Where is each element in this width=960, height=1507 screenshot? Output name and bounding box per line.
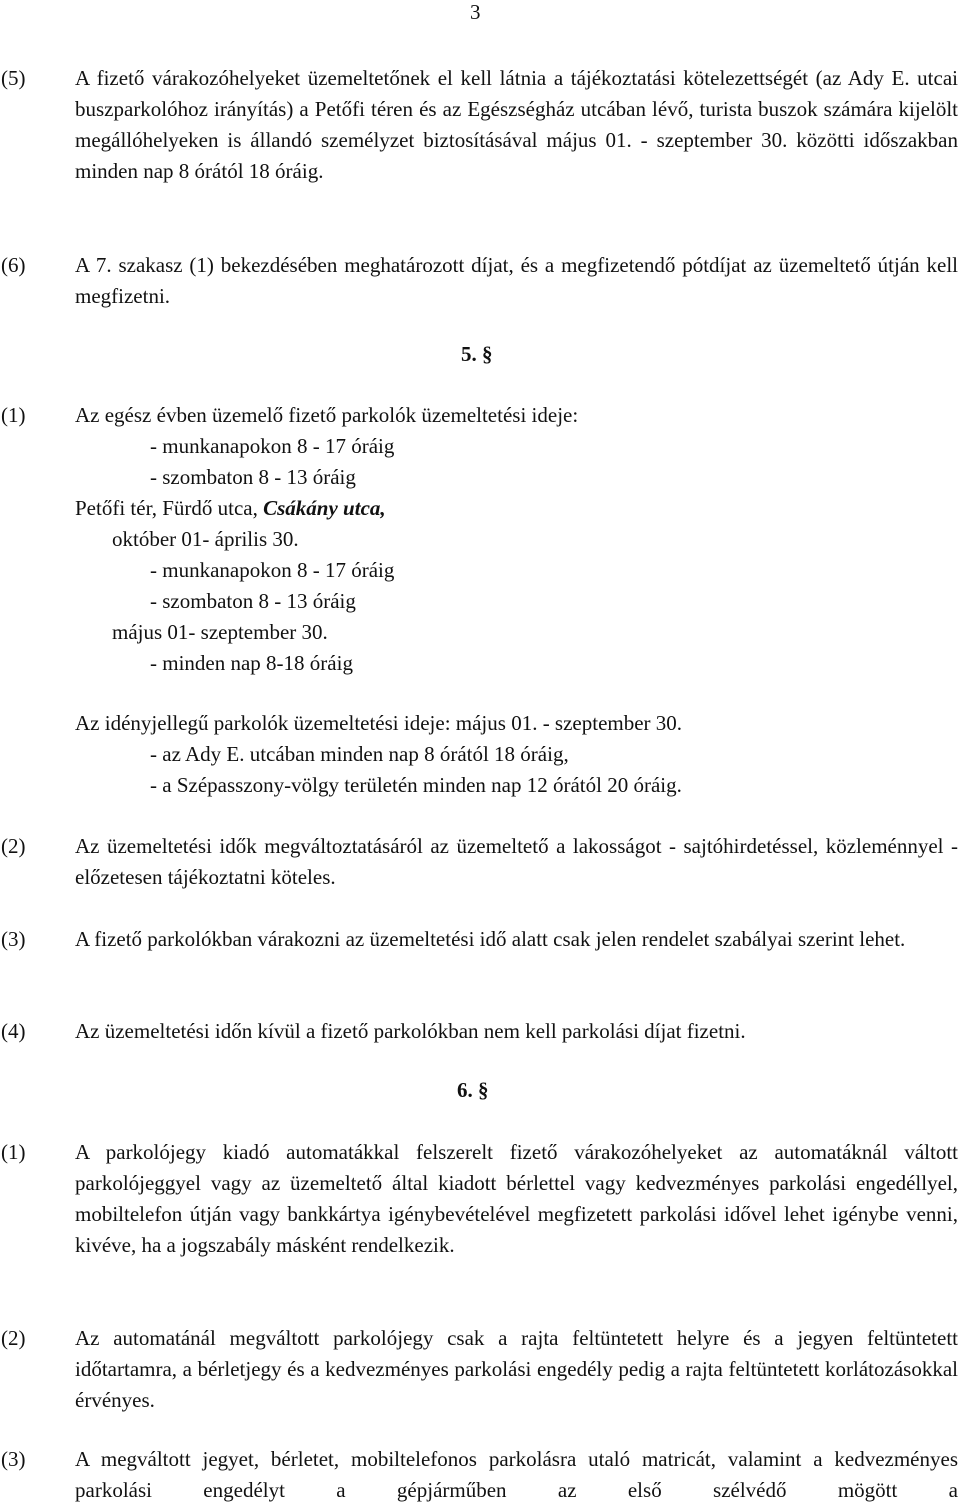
schedule-line: - szombaton 8 - 13 óráig [150,589,356,613]
operating-hours-intro: Az egész évben üzemelő fizető parkolók üzemeltetési ideje: [75,403,579,427]
places-emphasis: Csákány utca, [263,496,386,520]
paragraph-text: A fizető várakozóhelyeket üzemeltetőnek el kell látnia a tájékoztatási kötelezettségét (az Ady E. utcai buszparkolóhoz irányítás) a Petőfi téren és az Egészségház utcában lévő, turista buszok számára kijelölt megállóhelyeken is állandó személyzet biztosításával május 01. - szeptember 30. közötti időszakban minden nap 8 órától 18 óráig. [75,66,958,183]
paragraph-text: A 7. szakasz (1) bekezdésében meghatározott díjat, és a megfizetendő pótdíjat az üzemeltető útján kell megfizetni. [75,253,958,308]
schedule-line: - munkanapokon 8 - 17 óráig [150,558,395,582]
paragraph-text: Az automatánál megváltott parkolójegy csak a rajta feltüntetett helyre és a jegyen feltüntetett időtartamra, a bérletjegy és a kedvezményes parkolási engedély pedig a rajta feltüntetett korlátozásokkal érvényes. [75,1326,958,1412]
paragraph-text: Az üzemeltetési idők megváltoztatásáról az üzemeltető a lakosságot - sajtóhirdetéssel, közleménnyel - előzetesen tájékoztatni köteles. [75,834,958,889]
paragraph-number: (2) [1,1326,26,1350]
period-line: május 01- szeptember 30. [112,620,328,644]
schedule-line: - minden nap 8-18 óráig [150,651,353,675]
period-line: október 01- április 30. [112,527,299,551]
places-text: Petőfi tér, Fürdő utca, [75,496,264,520]
schedule-line: - munkanapokon 8 - 17 óráig [150,434,395,458]
paragraph-number: (3) [1,927,26,951]
paragraph-text: A megváltott jegyet, bérletet, mobiltelefonos parkolásra utaló matricát, valamint a kedvezményes parkolási engedélyt a gépjárműben az első szélvédő mögött a [75,1447,958,1502]
section-heading-5: 5. § [461,342,493,366]
paragraph-number: (3) [1,1447,26,1471]
paragraph-number: (1) [1,1140,26,1164]
schedule-line: - szombaton 8 - 13 óráig [150,465,356,489]
seasonal-line: - a Szépasszony-völgy területén minden nap 12 órától 20 óráig. [150,773,682,797]
page-number: 3 [470,0,481,24]
section-heading-6: 6. § [457,1078,489,1102]
places-line [75,493,386,524]
paragraph-number: (6) [1,253,26,277]
paragraph-number: (5) [1,66,26,90]
paragraph-number: (4) [1,1019,26,1043]
seasonal-line: - az Ady E. utcában minden nap 8 órától 18 óráig, [150,742,569,766]
paragraph-text: A fizető parkolókban várakozni az üzemeltetési idő alatt csak jelen rendelet szabályai szerint lehet. [75,927,906,951]
seasonal-intro: Az idényjellegű parkolók üzemeltetési ideje: május 01. - szeptember 30. [75,711,683,735]
paragraph-number: (1) [1,403,26,427]
paragraph-text: A parkolójegy kiadó automatákkal felszerelt fizető várakozóhelyeket az automatáknál váltott parkolójeggyel vagy az üzemeltető által kiadott bérlettel vagy kedvezményes parkolási engedéllyel, mobiltelefon útján vagy bankkártya igénybevételével megfizetett parkolási idővel lehet igénybe venni, kivéve, ha a jogszabály másként rendelkezik. [75,1140,958,1257]
paragraph-number: (2) [1,834,26,858]
paragraph-text: Az üzemeltetési időn kívül a fizető parkolókban nem kell parkolási díjat fizetni. [75,1019,746,1043]
